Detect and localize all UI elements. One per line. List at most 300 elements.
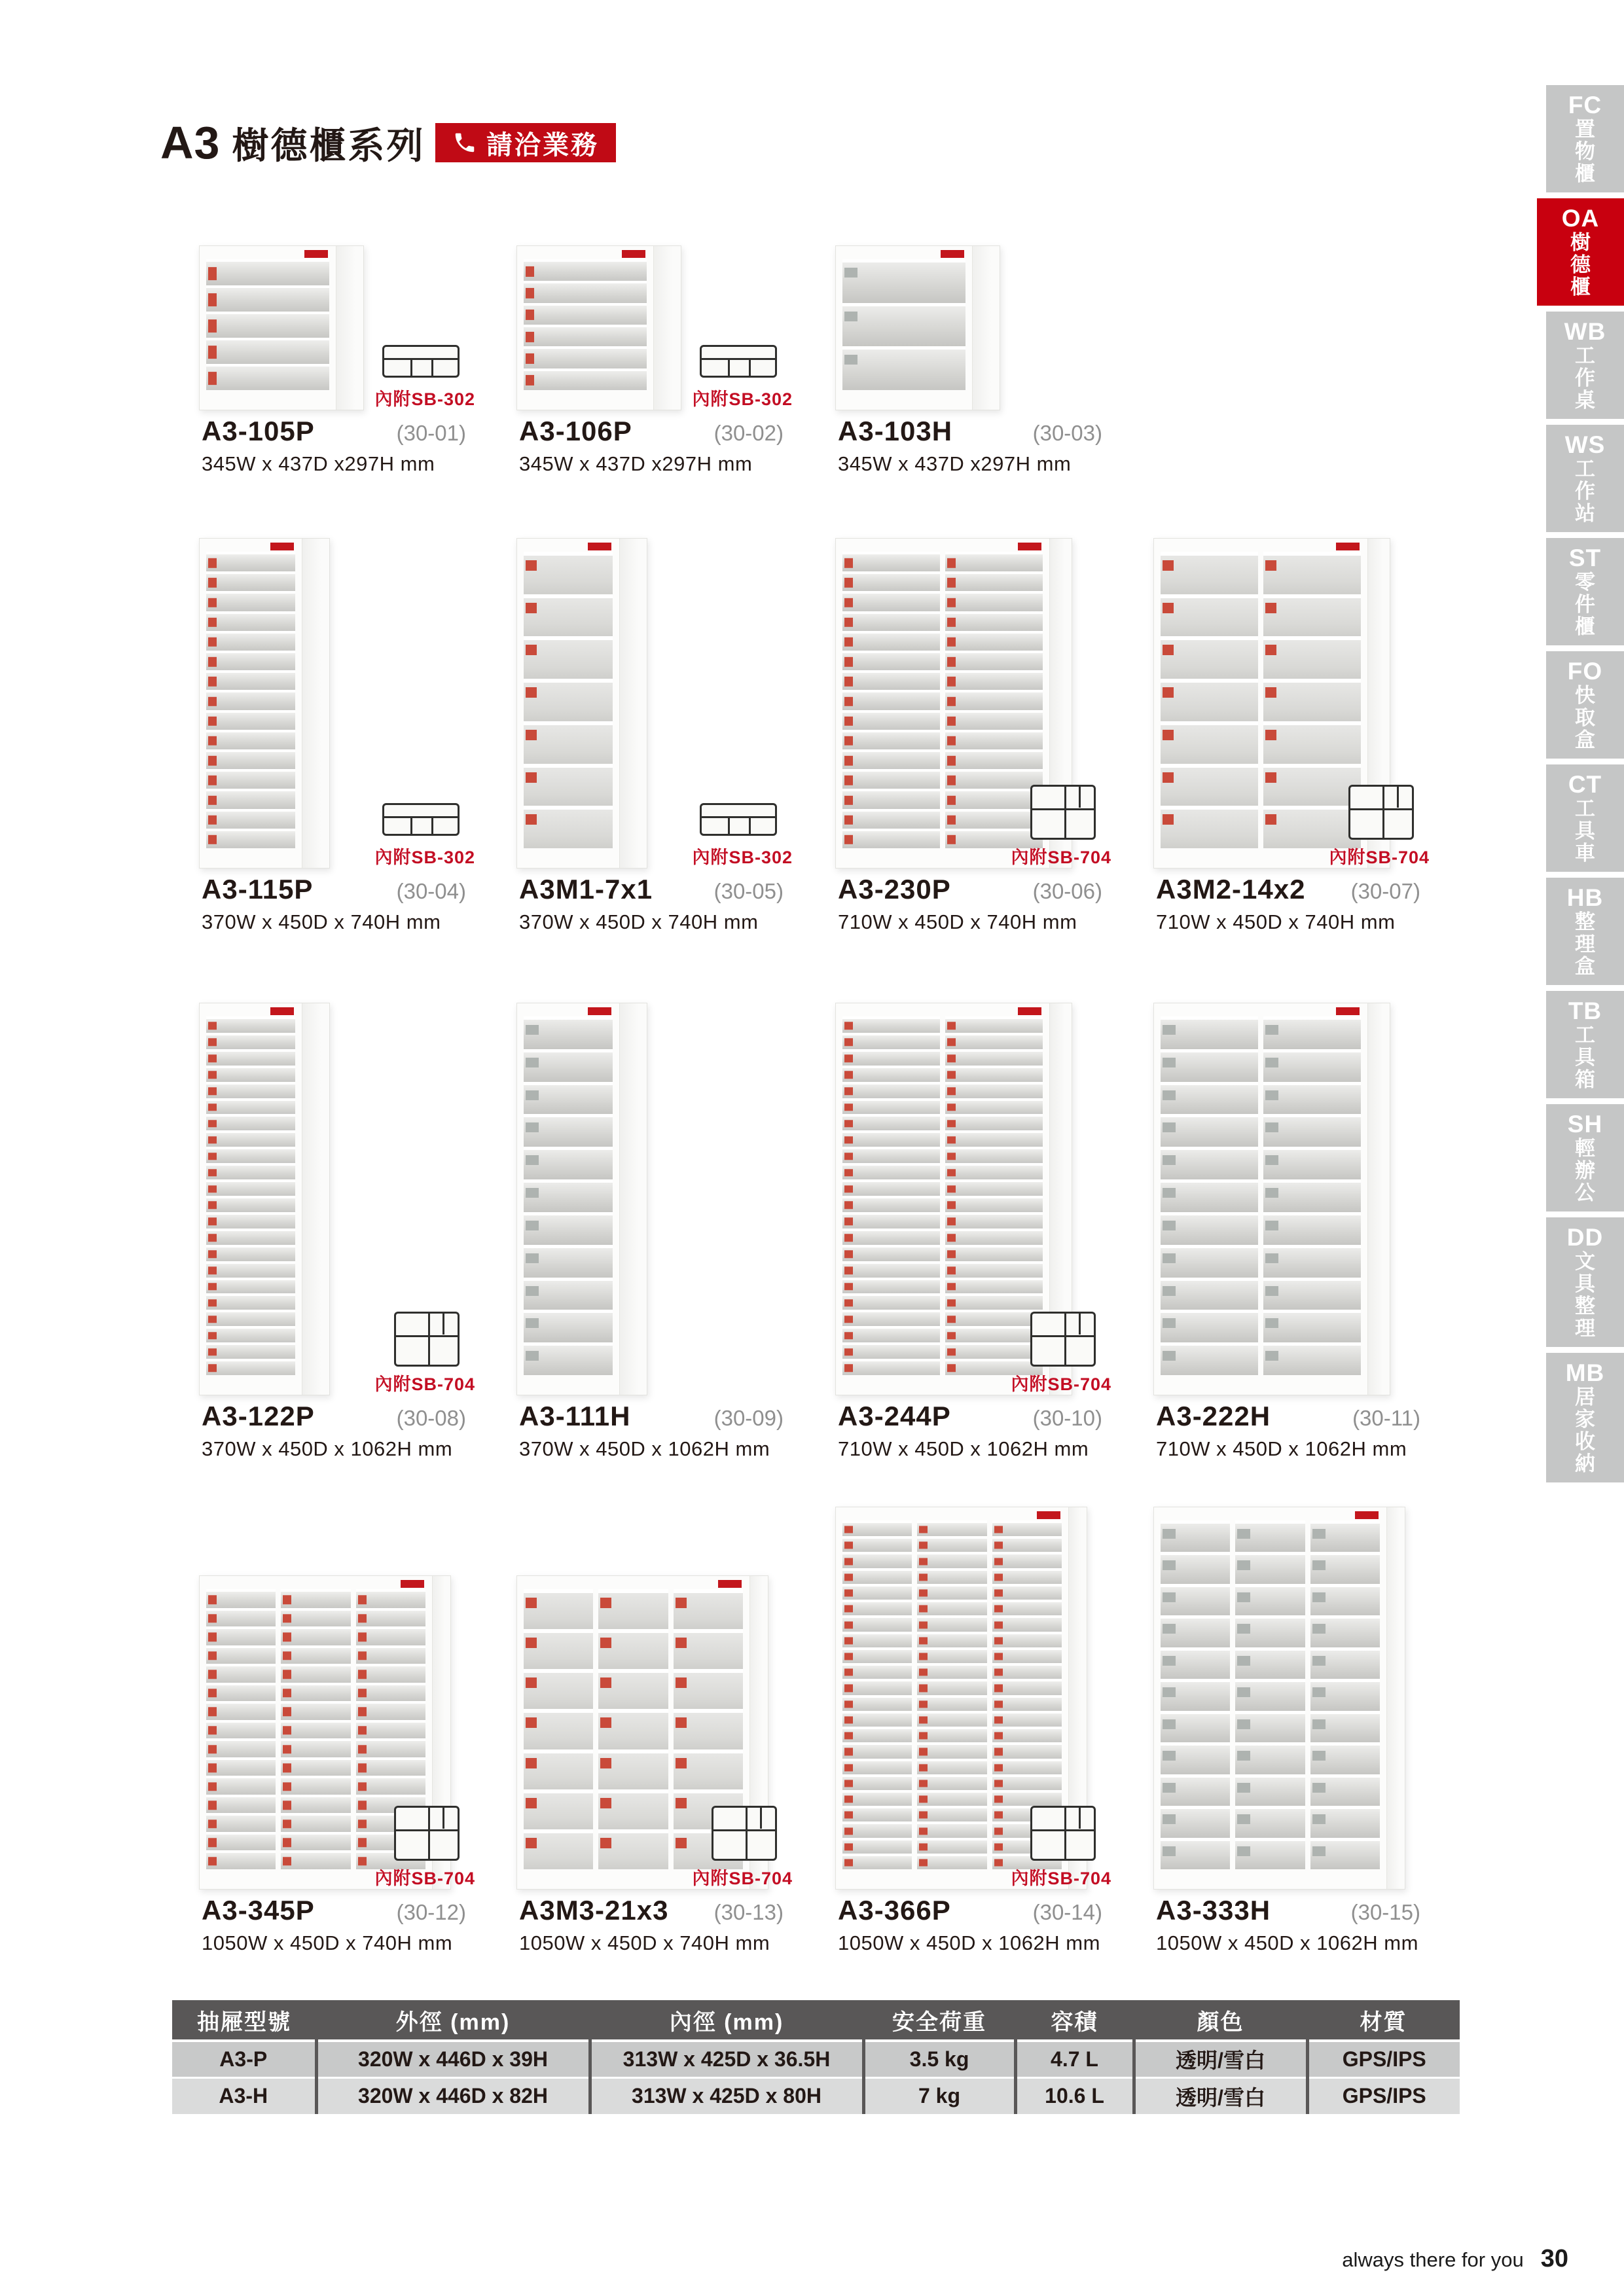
product-caption bbox=[519, 416, 815, 476]
drawer bbox=[524, 346, 647, 368]
drawer-label-chip bbox=[919, 1796, 928, 1803]
product-dimensions: 345W x 437D x297H mm bbox=[519, 452, 753, 475]
drawer bbox=[1161, 1082, 1258, 1115]
drawer bbox=[206, 338, 329, 364]
sb-302-icon bbox=[700, 345, 777, 378]
product-photo bbox=[1144, 1469, 1452, 1895]
drawer bbox=[1235, 1774, 1305, 1806]
drawer bbox=[945, 552, 1043, 571]
product-code: (30-09) bbox=[713, 1406, 784, 1430]
drawer-label-chip bbox=[358, 1857, 367, 1865]
sidebar-tab-fo[interactable] bbox=[1546, 651, 1624, 759]
drawer bbox=[356, 1608, 425, 1627]
drawer-label-chip bbox=[994, 1653, 1003, 1660]
drawer-label-chip bbox=[1312, 1814, 1326, 1824]
cabinet-side-panel bbox=[619, 1003, 647, 1395]
drawer bbox=[206, 809, 295, 829]
drawer-label-chip bbox=[600, 1598, 611, 1608]
drawer-label-chip bbox=[1163, 1253, 1176, 1263]
sidebar-tab-code: FC bbox=[1568, 92, 1602, 118]
drawer bbox=[842, 591, 940, 611]
drawer bbox=[206, 1776, 276, 1795]
cabinet-front bbox=[836, 246, 972, 410]
drawer bbox=[945, 1261, 1043, 1278]
drawer-label-chip bbox=[1312, 1624, 1326, 1634]
cabinet-front bbox=[200, 1003, 302, 1395]
drawer-label-chip bbox=[1312, 1783, 1326, 1793]
drawer-label-chip bbox=[994, 1748, 1003, 1755]
drawer-label-chip bbox=[947, 736, 956, 745]
drawer-label-chip bbox=[947, 1266, 956, 1274]
product-code: (30-03) bbox=[1032, 421, 1102, 445]
drawer-label-chip bbox=[208, 816, 217, 825]
drawer-label-chip bbox=[1265, 645, 1276, 655]
drawer bbox=[1161, 1049, 1258, 1082]
sidebar-tab-hb[interactable] bbox=[1546, 878, 1624, 985]
divider-line bbox=[701, 358, 776, 360]
drawer bbox=[842, 1033, 940, 1049]
drawer bbox=[842, 1130, 940, 1147]
sidebar-tab-tb[interactable] bbox=[1546, 991, 1624, 1098]
brand-logo-chip bbox=[622, 250, 645, 258]
sb-704-icon bbox=[1348, 785, 1414, 840]
cabinet-column bbox=[842, 1016, 940, 1375]
cabinet-front bbox=[517, 246, 653, 410]
drawer-label-chip bbox=[600, 1838, 611, 1848]
drawer bbox=[945, 631, 1043, 651]
drawer-label-chip bbox=[1265, 730, 1276, 740]
drawer bbox=[1161, 1114, 1258, 1147]
page-title bbox=[160, 117, 425, 170]
drawer-label-chip bbox=[1163, 1592, 1176, 1602]
drawer bbox=[206, 730, 295, 749]
drawer bbox=[945, 1245, 1043, 1261]
brand-logo-chip bbox=[1037, 1511, 1060, 1519]
drawer bbox=[1235, 1584, 1305, 1615]
drawer bbox=[1263, 1016, 1361, 1049]
drawer bbox=[281, 1720, 350, 1739]
drawer-label-chip bbox=[844, 1055, 853, 1062]
drawer bbox=[524, 1212, 613, 1245]
drawer bbox=[842, 1615, 912, 1631]
product-photo bbox=[507, 975, 815, 1401]
cabinet-column bbox=[842, 1520, 912, 1869]
drawer-label-chip bbox=[526, 1638, 537, 1648]
drawer bbox=[1161, 806, 1258, 848]
sidebar-tab-label-char: 工 bbox=[1575, 1024, 1595, 1047]
drawer bbox=[206, 1850, 276, 1869]
sidebar-tab-label-char: 箱 bbox=[1575, 1068, 1595, 1091]
divider-line bbox=[1064, 1313, 1066, 1365]
divider-line bbox=[1032, 1335, 1094, 1337]
divider-line bbox=[1079, 1807, 1081, 1829]
sidebar-tab-label-char: 輕 bbox=[1575, 1137, 1595, 1160]
drawer bbox=[842, 749, 940, 769]
sidebar-tab-label-char: 物 bbox=[1575, 140, 1595, 163]
drawer bbox=[842, 730, 940, 749]
drawer-label-chip bbox=[526, 1677, 537, 1688]
drawer bbox=[1161, 1016, 1258, 1049]
drawer bbox=[206, 1310, 295, 1326]
cabinet-front bbox=[836, 1003, 1049, 1395]
drawer-label-chip bbox=[526, 1188, 539, 1198]
drawer bbox=[992, 1695, 1062, 1711]
sidebar-tab-st[interactable] bbox=[1546, 538, 1624, 645]
cabinet-column bbox=[206, 259, 329, 390]
drawer-label-chip bbox=[994, 1780, 1003, 1787]
product-model-row bbox=[1156, 1895, 1452, 1926]
drawer-label-chip bbox=[208, 657, 217, 666]
drawer bbox=[524, 1310, 613, 1342]
drawer-label-chip bbox=[947, 1039, 956, 1046]
drawer-label-chip bbox=[526, 1025, 539, 1035]
drawer-label-chip bbox=[208, 637, 217, 647]
drawer bbox=[206, 1033, 295, 1049]
sidebar-tab-label-char: 件 bbox=[1575, 593, 1595, 616]
drawer-label-chip bbox=[600, 1798, 611, 1808]
brand-logo-chip bbox=[941, 250, 964, 258]
drawer-label-chip bbox=[919, 1859, 928, 1866]
drawer-label-chip bbox=[844, 1365, 853, 1372]
drawer bbox=[206, 1229, 295, 1245]
drawer bbox=[945, 1147, 1043, 1163]
drawer-label-chip bbox=[994, 1621, 1003, 1628]
product-cell-a3-122p bbox=[190, 975, 497, 1460]
drawer bbox=[842, 1310, 940, 1326]
drawer-label-chip bbox=[358, 1726, 367, 1734]
drawer-label-chip bbox=[1312, 1560, 1326, 1570]
sidebar-tab-label-char: 盒 bbox=[1575, 728, 1595, 751]
drawer bbox=[1310, 1647, 1380, 1679]
cabinet-front bbox=[200, 539, 302, 868]
product-dimensions: 370W x 450D x 740H mm bbox=[202, 910, 441, 933]
drawer bbox=[842, 1568, 912, 1584]
sidebar-tab-dd[interactable] bbox=[1546, 1217, 1624, 1347]
drawer bbox=[1263, 806, 1361, 848]
drawer-label-chip bbox=[1312, 1687, 1326, 1697]
drawer-label-chip bbox=[844, 1558, 853, 1565]
drawer-label-chip bbox=[1163, 1318, 1176, 1328]
divider-line bbox=[428, 1807, 430, 1859]
drawer bbox=[206, 1179, 295, 1196]
product-dimensions: 1050W x 450D x 740H mm bbox=[519, 1931, 770, 1954]
product-model: A3-244P bbox=[838, 1401, 951, 1431]
divider-line bbox=[1382, 786, 1384, 838]
sidebar-tab-label-char: 櫃 bbox=[1570, 276, 1591, 298]
drawer-label-chip bbox=[994, 1669, 1003, 1676]
divider-line bbox=[431, 358, 433, 376]
drawer-label-chip bbox=[844, 1120, 853, 1127]
drawer-label-chip bbox=[919, 1542, 928, 1549]
drawer-label-chip bbox=[283, 1614, 291, 1623]
drawer bbox=[206, 670, 295, 690]
drawer-label-chip bbox=[1163, 1122, 1176, 1132]
drawer-label-chip bbox=[208, 578, 217, 587]
product-photo bbox=[507, 229, 815, 416]
drawer-label-chip bbox=[208, 1633, 217, 1641]
drawer-label-chip bbox=[600, 1677, 611, 1688]
drawer bbox=[206, 1261, 295, 1278]
drawer-label-chip bbox=[844, 312, 857, 321]
divider-line bbox=[1032, 808, 1094, 810]
drawer-label-chip bbox=[208, 1801, 217, 1809]
drawer-label-chip bbox=[208, 736, 217, 745]
drawer bbox=[945, 730, 1043, 749]
cabinet-side-panel bbox=[1367, 1003, 1390, 1395]
sidebar-tab-oa[interactable] bbox=[1537, 198, 1624, 306]
drawer-label-chip bbox=[919, 1748, 928, 1755]
divider-line bbox=[746, 1807, 748, 1859]
drawer-label-chip bbox=[208, 1120, 217, 1127]
drawer-label-chip bbox=[1163, 1814, 1176, 1824]
drawer-label-chip bbox=[844, 1202, 853, 1209]
sidebar-tab-fc[interactable] bbox=[1546, 85, 1624, 192]
sidebar-tab-label-char: 納 bbox=[1575, 1452, 1595, 1475]
drawer-label-chip bbox=[283, 1689, 291, 1697]
drawer bbox=[1263, 594, 1361, 637]
drawer-label-chip bbox=[208, 1039, 217, 1046]
drawer-label-chip bbox=[844, 1136, 853, 1143]
drawer-label-chip bbox=[283, 1820, 291, 1828]
drawer bbox=[524, 1829, 593, 1869]
product-cell-a3-366p bbox=[826, 1469, 1134, 1954]
spec-table-cell: 313W x 425D x 80H bbox=[590, 2077, 863, 2114]
drawer bbox=[206, 571, 295, 591]
drawer-label-chip bbox=[358, 1633, 367, 1641]
drawer bbox=[842, 1245, 940, 1261]
product-caption bbox=[1156, 1401, 1452, 1461]
cabinet-column bbox=[524, 1016, 613, 1375]
drawer-label-chip bbox=[844, 637, 853, 647]
product-model-row bbox=[202, 1895, 497, 1926]
drawer bbox=[206, 1626, 276, 1645]
product-model: A3M1-7x1 bbox=[519, 874, 653, 905]
drawer-label-chip bbox=[1237, 1783, 1250, 1793]
brand-logo-chip bbox=[588, 1007, 611, 1015]
drawer-label-chip bbox=[919, 1685, 928, 1692]
drawer bbox=[1263, 721, 1361, 764]
drawer bbox=[206, 1683, 276, 1702]
cabinet-side-panel bbox=[302, 1003, 329, 1395]
divider-line bbox=[760, 1807, 762, 1829]
drawer-label-chip bbox=[994, 1542, 1003, 1549]
drawer bbox=[1161, 1310, 1258, 1342]
sidebar-tab-label-char: 理 bbox=[1575, 933, 1595, 956]
cabinet-column bbox=[842, 552, 940, 848]
cabinet-image bbox=[199, 1003, 330, 1395]
drawer-label-chip bbox=[283, 1633, 291, 1641]
cabinet-side-panel bbox=[336, 246, 363, 410]
drawer-label-chip bbox=[844, 1843, 853, 1850]
drawer bbox=[206, 611, 295, 631]
product-caption bbox=[838, 416, 1134, 476]
sidebar-tab-mb[interactable] bbox=[1546, 1353, 1624, 1482]
product-model: A3-106P bbox=[519, 416, 632, 446]
product-dimensions: 1050W x 450D x 740H mm bbox=[202, 1931, 453, 1954]
drawer bbox=[524, 325, 647, 346]
drawer-label-chip bbox=[844, 1348, 853, 1355]
drawer-label-chip bbox=[283, 1708, 291, 1716]
drawer bbox=[917, 1568, 986, 1584]
drawer bbox=[992, 1663, 1062, 1679]
footer-tagline: always there for you bbox=[1342, 2248, 1524, 2271]
drawer-label-chip bbox=[994, 1558, 1003, 1565]
drawer-label-chip bbox=[1265, 560, 1276, 571]
product-code: (30-01) bbox=[396, 421, 466, 445]
sidebar-tab-label-char: 收 bbox=[1575, 1430, 1595, 1453]
drawer bbox=[992, 1600, 1062, 1615]
drawer bbox=[1235, 1552, 1305, 1583]
sidebar-tab-ct[interactable] bbox=[1546, 764, 1624, 872]
sidebar-tab-label-char: 具 bbox=[1575, 819, 1595, 842]
product-code: (30-10) bbox=[1032, 1406, 1102, 1430]
drawer bbox=[206, 591, 295, 611]
drawer-label-chip bbox=[208, 1250, 217, 1257]
drawer bbox=[917, 1615, 986, 1631]
product-model-row bbox=[202, 416, 497, 447]
drawer-label-chip bbox=[947, 1234, 956, 1241]
drawer bbox=[281, 1757, 350, 1776]
product-photo bbox=[190, 1469, 497, 1895]
drawer-label-chip bbox=[526, 353, 534, 364]
brand-logo-chip bbox=[1355, 1511, 1379, 1519]
sidebar-tab-label-char: 工 bbox=[1575, 344, 1595, 367]
sidebar-tab-sh[interactable] bbox=[1546, 1104, 1624, 1211]
product-cell-a3-111h bbox=[507, 975, 815, 1460]
drawer bbox=[945, 1130, 1043, 1147]
product-photo bbox=[826, 975, 1134, 1401]
drawer-label-chip bbox=[844, 657, 853, 666]
sidebar-tab-ws[interactable] bbox=[1546, 425, 1624, 532]
drawer bbox=[992, 1632, 1062, 1647]
drawer bbox=[206, 651, 295, 670]
drawer bbox=[842, 1647, 912, 1663]
drawer-label-chip bbox=[1237, 1751, 1250, 1761]
drawer bbox=[1161, 1679, 1230, 1710]
drawer-label-chip bbox=[358, 1651, 367, 1660]
drawer bbox=[1161, 1212, 1258, 1245]
cabinet-column bbox=[1161, 1016, 1258, 1375]
drawer bbox=[992, 1568, 1062, 1584]
drawer bbox=[1263, 1114, 1361, 1147]
drawer-label-chip bbox=[1265, 1351, 1278, 1361]
drawer bbox=[356, 1664, 425, 1683]
product-model: A3M3-21x3 bbox=[519, 1895, 669, 1926]
drawer bbox=[945, 1278, 1043, 1294]
drawer-label-chip bbox=[844, 355, 857, 365]
divider-line bbox=[431, 816, 433, 834]
drawer-label-chip bbox=[844, 1780, 853, 1787]
drawer bbox=[524, 1114, 613, 1147]
drawer-label-chip bbox=[358, 1745, 367, 1753]
drawer-label-chip bbox=[1163, 814, 1174, 825]
drawer bbox=[917, 1838, 986, 1854]
drawer-label-chip bbox=[947, 776, 956, 785]
drawer bbox=[917, 1854, 986, 1869]
spec-table-header-row bbox=[172, 2000, 1460, 2041]
drawer-label-chip bbox=[919, 1573, 928, 1581]
drawer-label-chip bbox=[208, 1218, 217, 1225]
drawer-label-chip bbox=[1265, 814, 1276, 825]
drawer bbox=[945, 611, 1043, 631]
drawer bbox=[206, 285, 329, 312]
drawer bbox=[524, 594, 613, 637]
sidebar-tab-label-char: 置 bbox=[1575, 118, 1595, 141]
drawer bbox=[1161, 1147, 1258, 1179]
divider-line bbox=[1397, 786, 1399, 808]
drawer-label-chip bbox=[1163, 1025, 1176, 1035]
drawer-label-chip bbox=[844, 598, 853, 607]
drawer-label-chip bbox=[208, 835, 217, 844]
drawer-label-chip bbox=[676, 1838, 687, 1848]
sb-704-icon bbox=[394, 1312, 460, 1367]
drawer bbox=[842, 1711, 912, 1727]
product-caption bbox=[838, 1401, 1134, 1461]
cabinet-front bbox=[836, 539, 1049, 868]
drawer-label-chip bbox=[994, 1589, 1003, 1596]
included-note: 內附SB-704 bbox=[1011, 1869, 1111, 1888]
drawer-label-chip bbox=[208, 795, 217, 804]
drawer bbox=[1263, 1212, 1361, 1245]
drawer-label-chip bbox=[844, 1218, 853, 1225]
drawer bbox=[945, 1293, 1043, 1310]
drawer bbox=[945, 809, 1043, 829]
drawer-label-chip bbox=[358, 1689, 367, 1697]
drawer bbox=[945, 1212, 1043, 1229]
drawer bbox=[842, 1196, 940, 1212]
brand-logo-chip bbox=[270, 1007, 294, 1015]
cabinet-side-panel bbox=[653, 246, 681, 410]
drawer-label-chip bbox=[844, 268, 857, 278]
cabinet-column bbox=[524, 552, 613, 848]
spec-table-cell: 透明/雪白 bbox=[1134, 2041, 1307, 2077]
drawer bbox=[917, 1774, 986, 1790]
drawer-label-chip bbox=[844, 1542, 853, 1549]
drawer bbox=[1310, 1552, 1380, 1583]
drawer-label-chip bbox=[526, 1758, 537, 1768]
drawer-label-chip bbox=[844, 1748, 853, 1755]
drawer bbox=[524, 1669, 593, 1709]
spec-table-cell: A3-H bbox=[172, 2077, 316, 2114]
product-caption bbox=[519, 874, 815, 934]
product-cell-a3m1-7x1 bbox=[507, 517, 815, 933]
product-cell-a3-115p bbox=[190, 517, 497, 933]
contact-sales-badge[interactable] bbox=[435, 123, 616, 162]
drawer bbox=[524, 1589, 593, 1629]
drawer bbox=[1310, 1711, 1380, 1742]
drawer bbox=[992, 1790, 1062, 1806]
drawer bbox=[842, 631, 940, 651]
drawer bbox=[598, 1829, 668, 1869]
drawer-label-chip bbox=[208, 319, 217, 332]
drawer-label-chip bbox=[526, 1838, 537, 1848]
drawer-label-chip bbox=[844, 1764, 853, 1771]
sidebar-tab-code: TB bbox=[1568, 997, 1602, 1024]
drawer-label-chip bbox=[947, 1316, 956, 1323]
drawer-label-chip bbox=[947, 1299, 956, 1306]
drawer bbox=[842, 670, 940, 690]
drawer bbox=[1161, 721, 1258, 764]
drawer bbox=[1161, 1552, 1230, 1583]
drawer-label-chip bbox=[526, 1058, 539, 1067]
drawer bbox=[945, 651, 1043, 670]
cabinet-column bbox=[524, 1589, 593, 1869]
sidebar-tab-wb[interactable] bbox=[1546, 312, 1624, 419]
drawer bbox=[524, 636, 613, 679]
drawer-label-chip bbox=[1163, 1529, 1176, 1539]
drawer-label-chip bbox=[526, 1286, 539, 1296]
drawer bbox=[917, 1663, 986, 1679]
